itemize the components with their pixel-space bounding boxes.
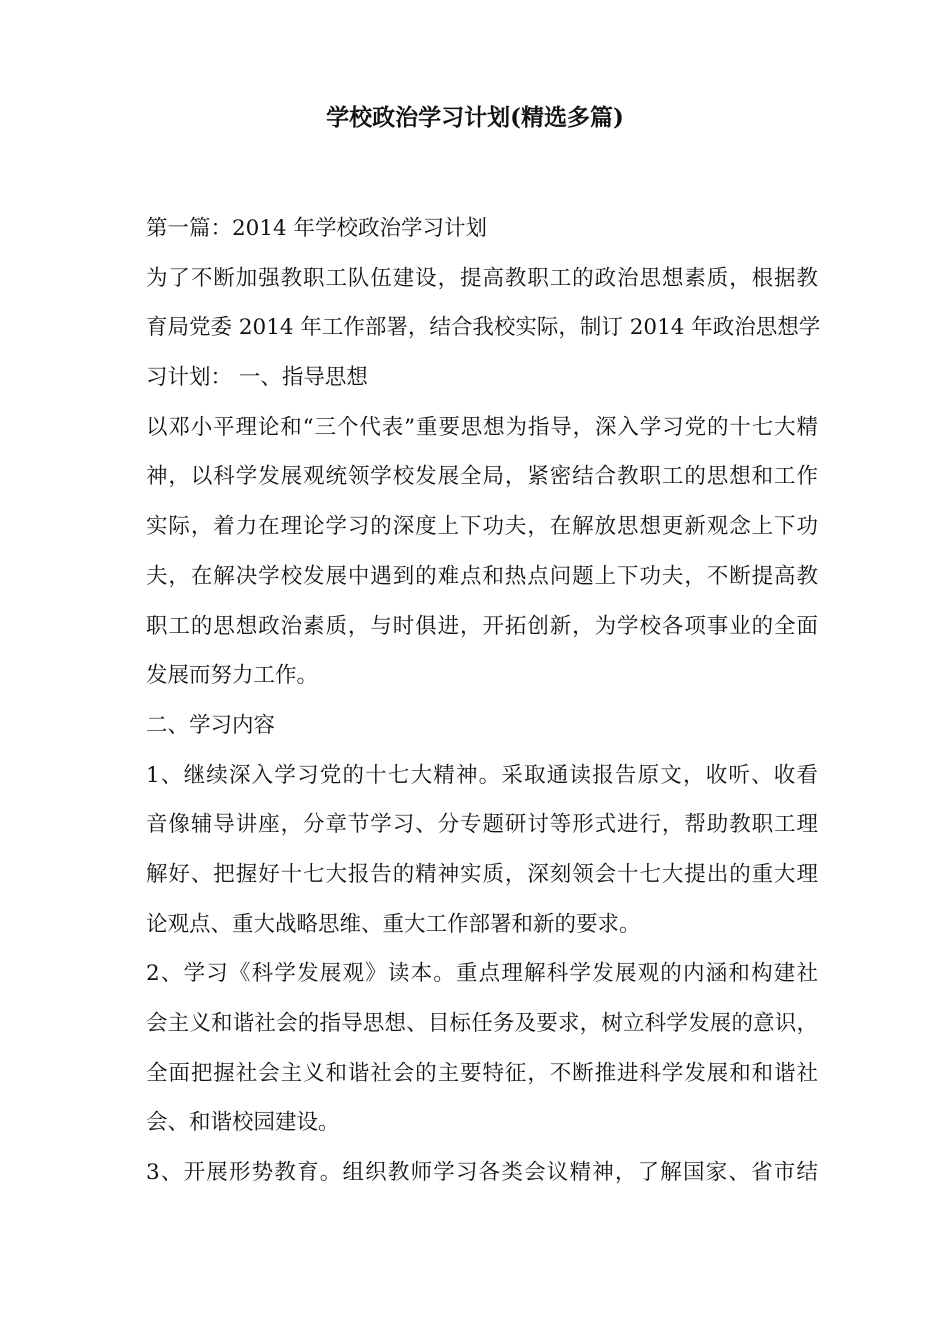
text-line: 职工的思想政治素质，与时俱进，开拓创新，为学校各项事业的全面 <box>146 613 818 639</box>
text-line: 全面把握社会主义和谐社会的主要特征，不断推进科学发展和和谐社 <box>146 1060 818 1086</box>
text-line: 发展而努力工作。 <box>146 663 319 689</box>
text-line: 习计划： 一、指导思想 <box>146 365 368 391</box>
text-line: 以邓小平理论和“三个代表”重要思想为指导，深入学习党的十七大精 <box>146 414 818 440</box>
text-line: 音像辅导讲座，分章节学习、分专题研讨等形式进行，帮助教职工理 <box>146 812 818 838</box>
section-heading: 二、学习内容 <box>146 712 276 738</box>
text-line: 解好、把握好十七大报告的精神实质，深刻领会十七大提出的重大理 <box>146 861 818 887</box>
text-line: 1、继续深入学习党的十七大精神。采取通读报告原文，收听、收看 <box>146 762 818 788</box>
text-line: 2、学习《科学发展观》读本。重点理解科学发展观的内涵和构建社 <box>146 961 818 987</box>
text-line: 为了不断加强教职工队伍建设，提高教职工的政治思想素质，根据教 <box>146 265 818 291</box>
section-heading: 第一篇：2014 年学校政治学习计划 <box>146 216 488 241</box>
text-line: 会主义和谐社会的指导思想、目标任务及要求，树立科学发展的意识， <box>146 1011 818 1036</box>
document-title: 学校政治学习计划(精选多篇) <box>326 104 624 131</box>
text-line: 育局党委 2014 年工作部署，结合我校实际，制订 2014 年政治思想学 <box>146 315 821 341</box>
text-line: 论观点、重大战略思维、重大工作部署和新的要求。 <box>146 911 641 937</box>
document-body <box>146 204 821 1198</box>
text-line: 实际，着力在理论学习的深度上下功夫，在解放思想更新观念上下功 <box>146 514 818 540</box>
text-line: 会、和谐校园建设。 <box>146 1110 340 1136</box>
text-line: 3、开展形势教育。组织教师学习各类会议精神，了解国家、省市结 <box>146 1160 818 1186</box>
text-line: 神，以科学发展观统领学校发展全局，紧密结合教职工的思想和工作 <box>146 464 818 490</box>
text-line: 夫，在解决学校发展中遇到的难点和热点问题上下功夫，不断提高教 <box>146 563 818 589</box>
